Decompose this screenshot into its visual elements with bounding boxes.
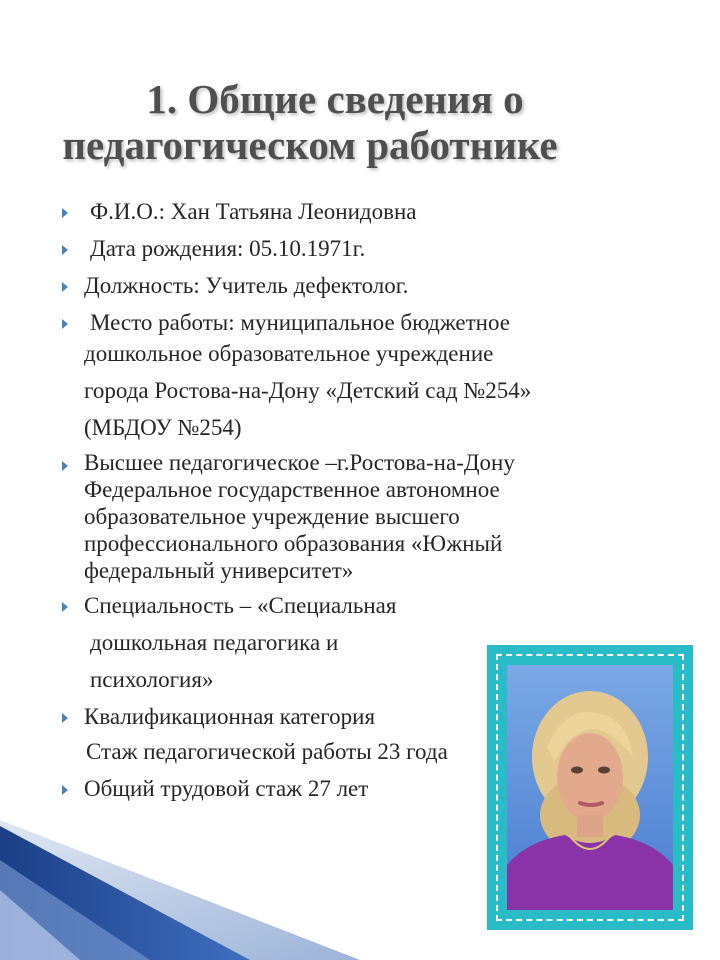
bullet-arrow-icon (62, 208, 68, 218)
education-line-2: Федеральное государственное автономное (84, 477, 500, 502)
specialty-line-1: Специальность – «Специальная (84, 593, 397, 618)
title-line-1: 1. Общие сведения о (146, 76, 524, 122)
workplace-line-2: дошкольное образовательное учреждение (84, 341, 494, 366)
bullet-arrow-icon (62, 602, 68, 612)
bullet-arrow-icon (62, 319, 68, 329)
total-experience-text: Общий трудовой стаж 27 лет (84, 776, 369, 801)
specialty-line-3: психология» (90, 667, 214, 692)
workplace-line-1: Место работы: муниципальное бюджетное (90, 310, 510, 335)
list-item-education (62, 449, 622, 584)
corner-decoration (0, 820, 360, 960)
list-item-birthdate (62, 233, 622, 264)
bullet-arrow-icon (62, 245, 68, 255)
education-line-5: федеральный университет» (84, 558, 354, 583)
portrait-illustration (507, 665, 673, 910)
qualification-text: Квалификационная категория (84, 704, 376, 729)
title-line-2: педагогическом работнике (62, 122, 558, 168)
photo-frame (487, 645, 693, 930)
list-item-fio (62, 196, 622, 227)
bullet-arrow-icon (62, 461, 68, 471)
education-line-3: образовательное учреждение высшего (84, 504, 460, 529)
list-item-workplace (62, 307, 622, 443)
position-text: Должность: Учитель дефектолог. (84, 273, 409, 298)
teaching-experience-text: Стаж педагогической работы 23 года (86, 739, 448, 764)
fio-text: Ф.И.О.: Хан Татьяна Леонидовна (90, 199, 417, 224)
birthdate-text: Дата рождения: 05.10.1971г. (90, 236, 366, 261)
bullet-arrow-icon (62, 785, 68, 795)
specialty-line-2: дошкольная педагогика и (90, 630, 339, 655)
teacher-photo (507, 665, 673, 910)
workplace-line-4: (МБДОУ №254) (84, 415, 242, 440)
slide-title (0, 76, 720, 168)
bullet-arrow-icon (62, 713, 68, 723)
education-line-1: Высшее педагогическое –г.Ростова-на-Дону (84, 450, 515, 475)
list-item-position (62, 270, 622, 301)
workplace-line-3: города Ростова-на-Дону «Детский сад №254» (84, 378, 532, 403)
bullet-arrow-icon (62, 282, 68, 292)
education-line-4: профессионального образования «Южный (84, 531, 503, 556)
